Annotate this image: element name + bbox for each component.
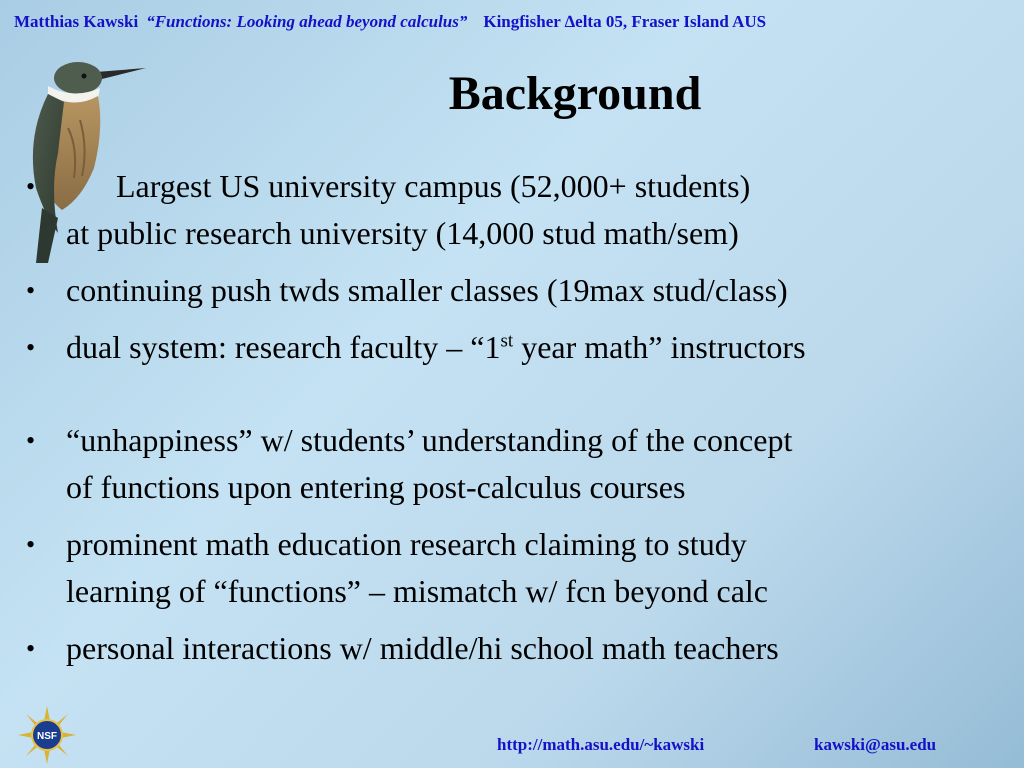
footer-url-link[interactable]: http://math.asu.edu/~kawski — [497, 735, 705, 754]
superscript-text: st — [500, 330, 514, 352]
bullet-text: at public research university (14,000 stud math/sem) — [66, 215, 739, 251]
bullet-marker: • — [26, 426, 36, 455]
bullet-item — [22, 417, 1012, 511]
bullet-text: continuing push twds smaller classes (19max stud/class) — [66, 272, 788, 308]
footer-email-link[interactable]: kawski@asu.edu — [814, 735, 937, 754]
slide-header — [14, 12, 1014, 32]
bullet-marker: • — [26, 634, 36, 663]
header-talk-title: “Functions: Looking ahead beyond calculus” — [146, 12, 468, 31]
bullet-marker: • — [26, 530, 36, 559]
bullet-item — [22, 163, 1012, 257]
nsf-logo-icon — [18, 706, 76, 764]
bullet-item — [22, 625, 1012, 672]
bullet-marker: • — [26, 276, 36, 305]
bullet-item — [22, 267, 1012, 314]
bullet-text: Largest US university campus (52,000+ students) — [116, 168, 751, 204]
bullet-text: prominent math education research claiming to study — [66, 526, 747, 562]
bullet-list — [22, 163, 1012, 672]
slide-title: Background — [448, 67, 702, 120]
nsf-logo-text: NSF — [37, 731, 57, 742]
bullet-item — [22, 324, 1012, 371]
bullet-marker: • — [26, 333, 36, 362]
header-venue: Kingfisher ∆elta 05, Fraser Island AUS — [483, 12, 767, 31]
bullet-text: learning of “functions” – mismatch w/ fcn beyond calc — [66, 573, 768, 609]
bullet-marker: • — [26, 172, 36, 201]
bullet-item — [22, 521, 1012, 615]
bullet-text: personal interactions w/ middle/hi school math teachers — [66, 630, 779, 666]
bullet-text: year math” instructors — [513, 329, 806, 365]
bullet-text: dual system: research faculty – “1 — [66, 329, 501, 365]
bullet-text: “unhappiness” w/ students’ understanding of the concept — [66, 422, 793, 458]
bullet-text: of functions upon entering post-calculus courses — [66, 469, 686, 505]
header-author: Matthias Kawski — [14, 12, 139, 31]
